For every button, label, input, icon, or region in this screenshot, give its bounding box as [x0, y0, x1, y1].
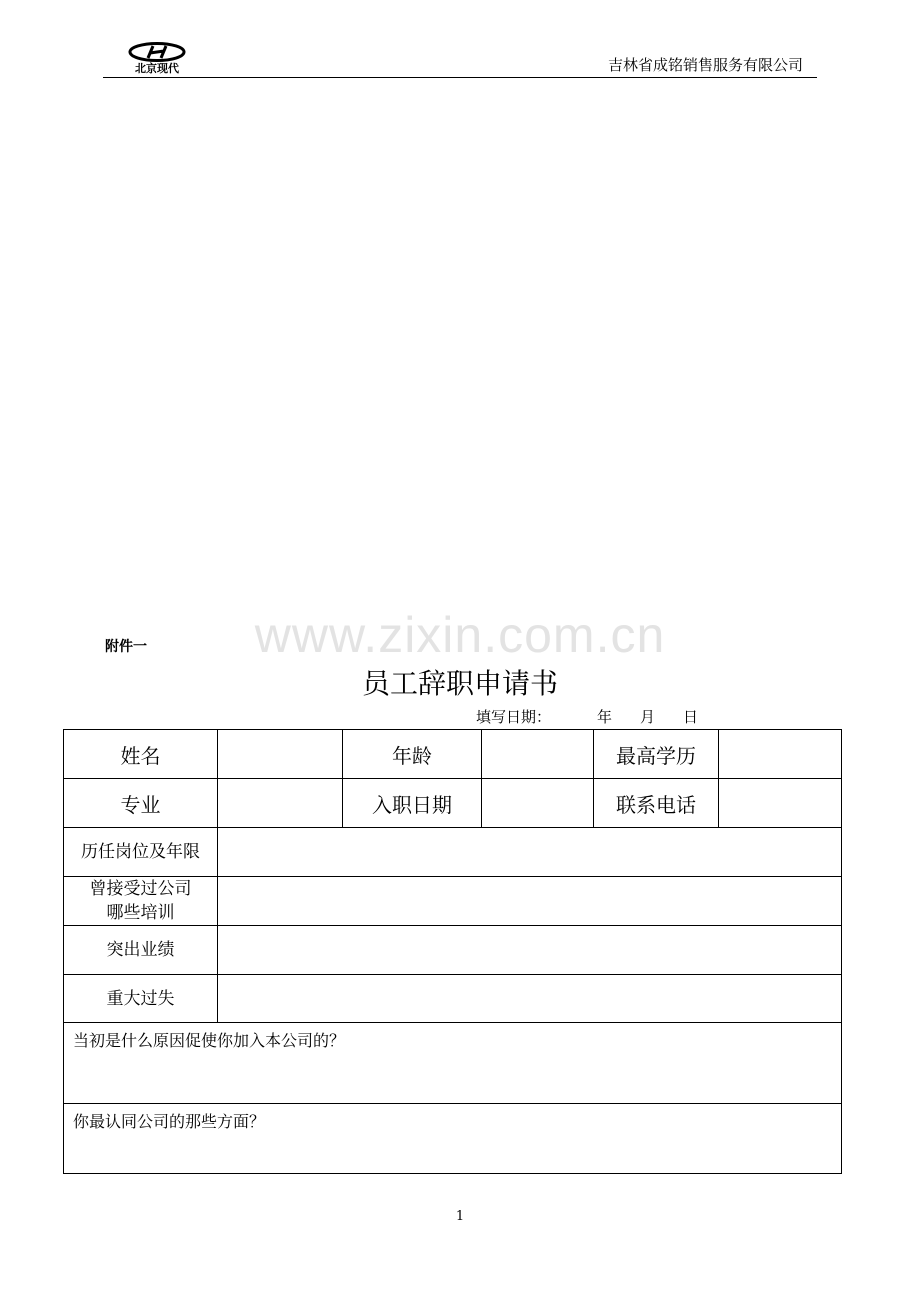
company-name: 吉林省成铭销售服务有限公司 — [607, 56, 803, 74]
positions-field[interactable] — [218, 828, 841, 876]
education-field[interactable] — [719, 730, 841, 778]
answer-reason-joined-field[interactable] — [64, 1050, 841, 1102]
phone-field[interactable] — [719, 779, 841, 827]
fill-date-year: 年 — [597, 708, 613, 726]
document-title: 员工辞职申请书 — [361, 667, 558, 700]
training-label — [64, 877, 217, 925]
education-label: 最高学历 — [616, 743, 696, 768]
entry-date-field[interactable] — [482, 779, 593, 827]
page-number: 1 — [455, 1209, 465, 1224]
resignation-form-table — [63, 729, 842, 1174]
page-header — [103, 40, 817, 78]
major-label: 专业 — [120, 792, 161, 817]
entry-date-label: 入职日期 — [372, 792, 452, 817]
name-field[interactable] — [218, 730, 342, 778]
achievements-label: 突出业绩 — [106, 940, 175, 960]
fill-date-line — [476, 706, 698, 727]
fill-date-day: 日 — [683, 708, 699, 726]
name-label: 姓名 — [120, 743, 161, 768]
fill-date-month: 月 — [640, 708, 656, 726]
major-field[interactable] — [218, 779, 342, 827]
attachment-label: 附件一 — [105, 639, 147, 655]
answer-company-aspects-field[interactable] — [64, 1130, 841, 1173]
fill-date-label: 填写日期： — [476, 708, 552, 726]
phone-label: 联系电话 — [616, 792, 696, 817]
age-field[interactable] — [482, 730, 593, 778]
svg-text:北京现代: 北京现代 — [135, 62, 179, 74]
mistakes-field[interactable] — [218, 975, 841, 1022]
mistakes-label: 重大过失 — [106, 988, 175, 1009]
age-label: 年龄 — [392, 743, 432, 768]
achievements-field[interactable] — [218, 926, 841, 974]
positions-label: 历任岗位及年限 — [81, 842, 200, 862]
question-company-aspects: 你最认同公司的那些方面？ — [73, 1112, 266, 1131]
beijing-hyundai-logo — [121, 42, 193, 74]
training-label-line1: 曾接受过公司 — [89, 879, 192, 899]
watermark: www.zixin.com.cn — [254, 607, 666, 663]
training-field[interactable] — [218, 877, 841, 925]
question-reason-joined: 当初是什么原因促使你加入本公司的？ — [73, 1031, 346, 1050]
training-label-line2: 哪些培训 — [106, 903, 175, 923]
